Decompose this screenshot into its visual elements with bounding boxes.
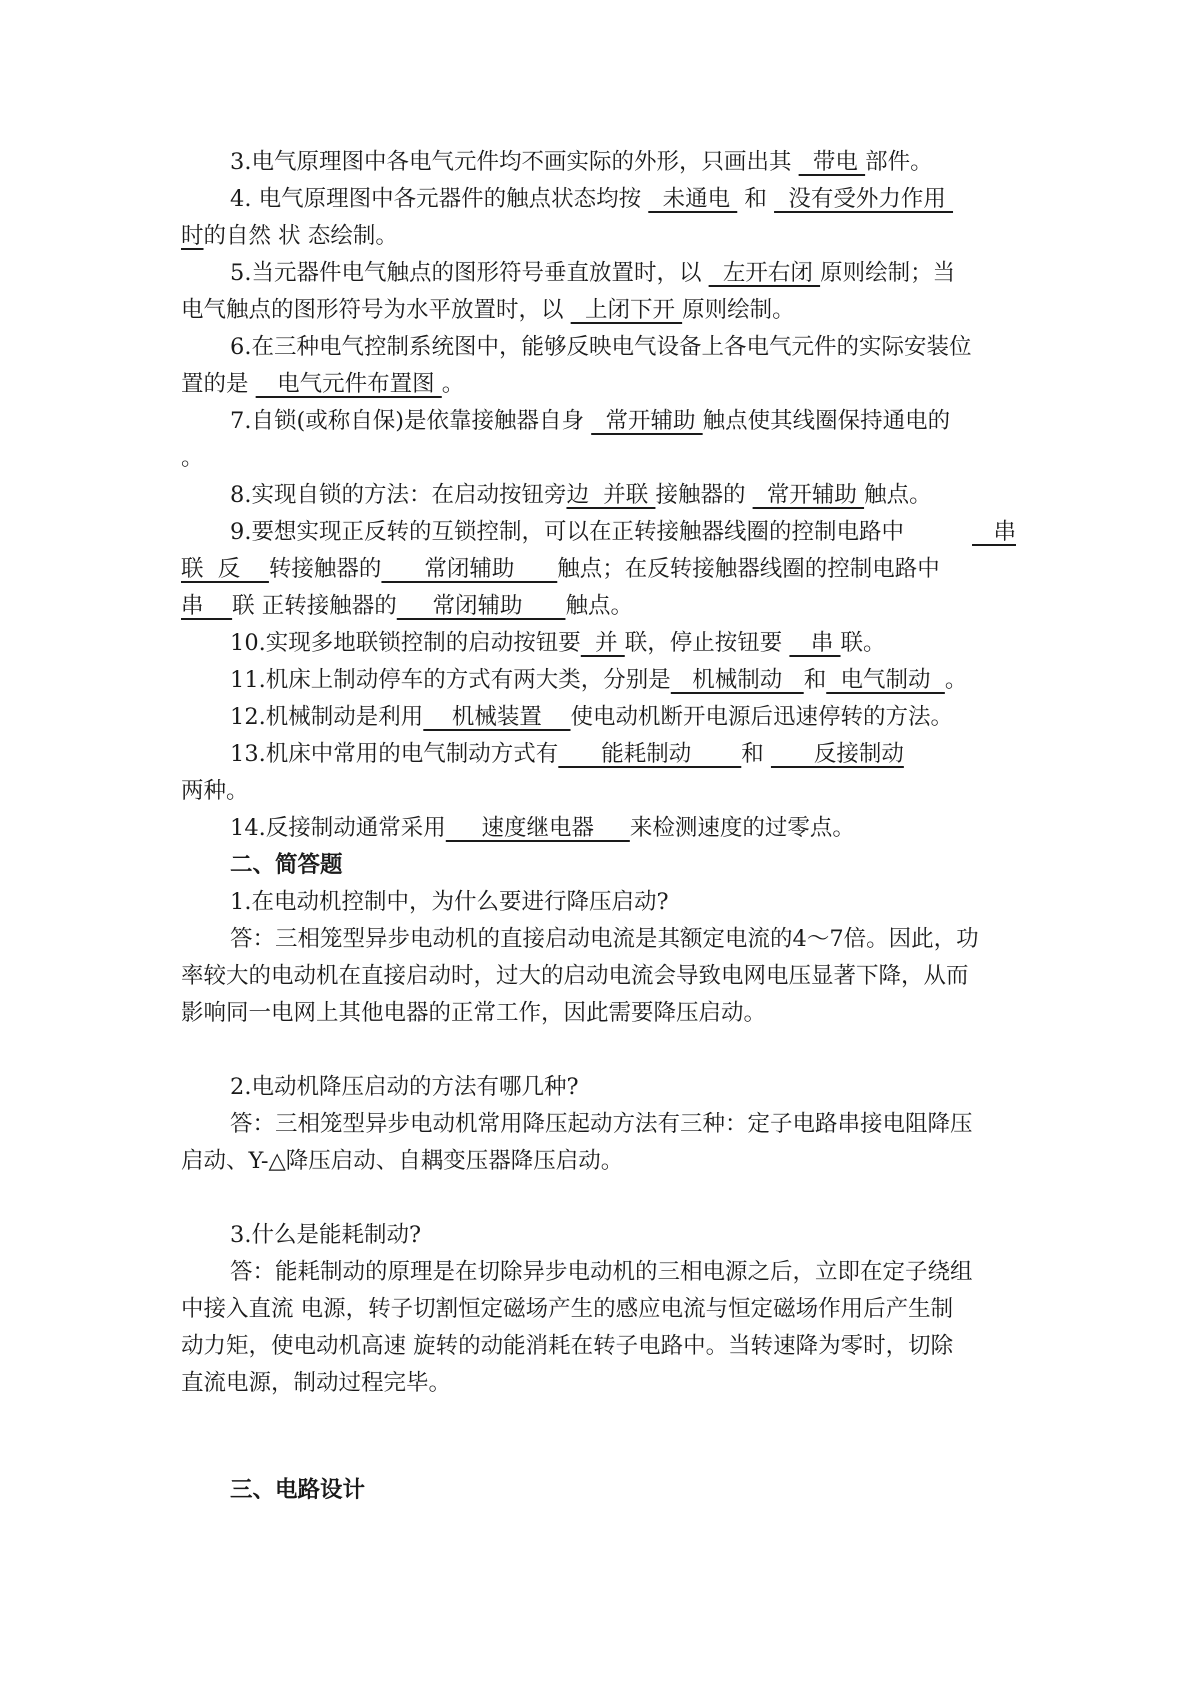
- q9-answer-2: 常闭辅助: [381, 556, 558, 582]
- q12-answer: 机械装置: [423, 704, 571, 730]
- q5-text-end: 原则绘制。: [682, 297, 795, 323]
- fill-blank-q8: [230, 476, 1016, 514]
- q6-answer: 电气元件布置图: [255, 371, 442, 397]
- fill-blank-q3: [230, 143, 1016, 181]
- q4-answer-2: 没有受外力作用: [774, 186, 954, 212]
- q3-text-end: 部件。: [865, 149, 933, 175]
- q8-text-mid: 接触器的: [655, 482, 753, 508]
- q9-answer-1-cont: 联 反: [181, 556, 269, 582]
- fill-blank-q12: [230, 698, 1016, 736]
- q12-text-end: 使电动机断开电源后迅速停转的方法。: [570, 704, 954, 730]
- fill-blank-q6: [230, 328, 1016, 366]
- fill-blank-q9-cont: [181, 550, 1016, 588]
- q13-text-end: 两种。: [181, 778, 249, 804]
- q14-answer: 速度继电器: [445, 815, 630, 841]
- q7-text-end: 。: [181, 445, 204, 471]
- fill-blank-q5-cont: [181, 291, 1016, 329]
- q7-text: 7.自锁(或称自保)是依靠接触器自身: [230, 408, 592, 434]
- fill-blank-q4-cont: [181, 217, 1016, 255]
- q12-text: 12.机械制动是利用: [230, 704, 424, 730]
- q5-text-2: 电气触点的图形符号为水平放置时，以: [181, 297, 571, 323]
- q11-text-end: 。: [944, 667, 968, 693]
- short-answer-q1: 1.在电动机控制中，为什么要进行降压启动?: [230, 889, 669, 915]
- fill-blank-q13-cont: [181, 772, 1016, 810]
- fill-blank-q6-cont: [181, 365, 1016, 403]
- fill-blank-q9-cont2: [181, 587, 1016, 625]
- q9-text-2: 转接触器的: [268, 556, 382, 582]
- q8-answer-1: 边 并联: [566, 482, 656, 508]
- q13-text: 13.机床中常用的电气制动方式有: [230, 741, 559, 767]
- q14-text: 14.反接制动通常采用: [230, 815, 446, 841]
- q5-answer-2: 上闭下开: [570, 297, 683, 323]
- section-heading-circuit-design: 三、电路设计: [230, 1477, 366, 1503]
- q8-text: 8.实现自锁的方法：在启动按钮旁: [230, 482, 567, 508]
- q14-text-end: 来检测速度的过零点。: [629, 815, 855, 841]
- q4-answer-1: 未通电: [648, 186, 738, 212]
- fill-blank-q4: [230, 180, 1016, 218]
- q13-answer-2: 反接制动: [770, 741, 904, 767]
- q4-text-end: 的自然 状 态绘制。: [203, 223, 398, 249]
- fill-blank-q7: [230, 402, 1016, 440]
- short-answer-q2: 2.电动机降压启动的方法有哪几种?: [230, 1074, 579, 1100]
- q9-answer-3: 串: [181, 593, 233, 619]
- q9-text: 9.要想实现正反转的互锁控制，可以在正转接触器线圈的控制电路中: [230, 519, 904, 545]
- q9-text-end: 触点。: [565, 593, 633, 619]
- q9-text-4: 联 正转接触器的: [232, 593, 397, 619]
- q6-text-2: 置的是: [181, 371, 256, 397]
- short-answer-a1-line3: 影响同一电网上其他电器的正常工作，因此需要降压启动。: [181, 1000, 767, 1026]
- short-answer-a3-line2: 中接入直流 电源，转子切割恒定磁场产生的感应电流与恒定磁场作用后产生制: [181, 1296, 954, 1322]
- q10-answer-2: 串: [789, 630, 841, 656]
- fill-blank-q9: [230, 513, 1016, 551]
- q9-text-3: 触点；在反转接触器线圈的控制电路中: [557, 556, 940, 582]
- q10-answer-1: 并: [580, 630, 625, 656]
- short-answer-a1-line2: 率较大的电动机在直接启动时，过大的启动电流会导致电网电压显著下降，从而: [181, 963, 969, 989]
- fill-blank-q7-cont: [181, 439, 1016, 477]
- q11-text: 11.机床上制动停车的方式有两大类，分别是: [230, 667, 671, 693]
- q5-text-mid: 原则绘制；当: [820, 260, 956, 286]
- q5-answer-1: 左开右闭: [708, 260, 821, 286]
- short-answer-a3-line4: 直流电源，制动过程完毕。: [181, 1370, 452, 1396]
- q6-text: 6.在三种电气控制系统图中，能够反映电气设备上各电气元件的实际安装位: [230, 334, 972, 360]
- q8-answer-2: 常开辅助: [752, 482, 865, 508]
- q10-text-mid: 联，停止按钮要: [624, 630, 790, 656]
- fill-blank-q11: [230, 661, 1016, 699]
- q11-text-and: 和: [803, 667, 827, 693]
- q13-text-and: 和: [741, 741, 771, 767]
- fill-blank-q10: [230, 624, 1016, 662]
- fill-blank-q5: [230, 254, 1016, 292]
- short-answer-a1-line1: 答：三相笼型异步电动机的直接启动电流是其额定电流的4～7倍。因此，功: [230, 926, 979, 952]
- q11-answer-1: 机械制动: [670, 667, 804, 693]
- q10-text-end: 联。: [840, 630, 886, 656]
- q3-text: 3.电气原理图中各电气元件均不画实际的外形，只画出其: [230, 149, 799, 175]
- short-answer-a3-line3: 动力矩，使电动机高速 旋转的动能消耗在转子电路中。当转速降为零时，切除: [181, 1333, 954, 1359]
- short-answer-q3: 3.什么是能耗制动?: [230, 1222, 422, 1248]
- q9-answer-4: 常闭辅助: [396, 593, 566, 619]
- fill-blank-q14: [230, 809, 1016, 847]
- q4-text: 4. 电气原理图中各元器件的触点状态均按: [230, 186, 649, 212]
- q4-text-and: 和: [737, 186, 775, 212]
- q5-text: 5.当元器件电气触点的图形符号垂直放置时，以: [230, 260, 709, 286]
- short-answer-a3-line1: 答：能耗制动的原理是在切除异步电动机的三相电源之后，立即在定子绕组: [230, 1259, 973, 1285]
- fill-blank-q13: [230, 735, 1016, 773]
- q3-answer: 带电: [798, 149, 866, 175]
- q11-answer-2: 电气制动: [826, 667, 945, 693]
- short-answer-a2-line1: 答：三相笼型异步电动机常用降压起动方法有三种：定子电路串接电阻降压: [230, 1111, 973, 1137]
- q7-answer: 常开辅助: [591, 408, 703, 434]
- q6-text-end: 。: [441, 371, 465, 397]
- section-heading-short-answer: 二、简答题: [230, 852, 343, 878]
- q13-answer-1: 能耗制动: [558, 741, 742, 767]
- short-answer-a2-line2: 启动、Y-△降压启动、自耦变压器降压启动。: [181, 1148, 624, 1174]
- q8-text-end: 触点。: [864, 482, 932, 508]
- q10-text: 10.实现多地联锁控制的启动按钮要: [230, 630, 581, 656]
- q9-answer-1: 串: [972, 519, 1016, 545]
- q7-text-mid: 触点使其线圈保持通电的: [702, 408, 951, 434]
- q4-answer-2-cont: 时: [181, 223, 204, 249]
